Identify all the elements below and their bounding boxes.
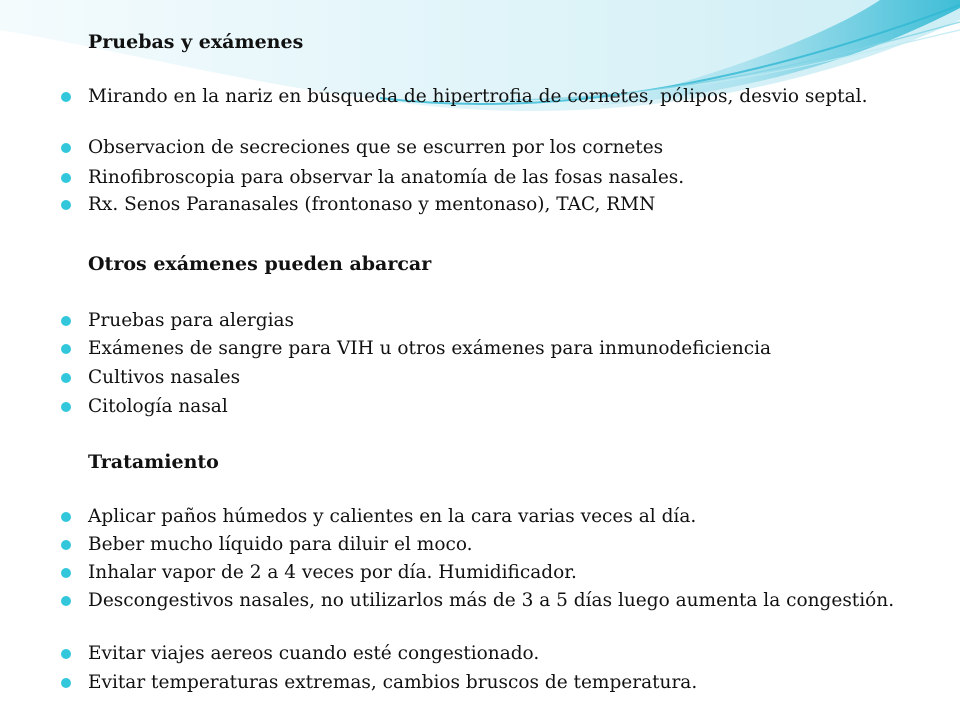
list-item bbox=[88, 591, 898, 611]
item-text: Exámenes de sangre para VIH u otros exámenes para inmunodeficiencia bbox=[88, 338, 772, 359]
item-text: Inhalar vapor de 2 a 4 veces por día. Humidificador. bbox=[88, 562, 577, 583]
item-text: Rinofibroscopia para observar la anatomía de las fosas nasales. bbox=[88, 167, 685, 188]
bullet-dot-icon bbox=[61, 540, 71, 550]
bullet-dot-icon bbox=[61, 173, 71, 183]
bullet-dot-icon bbox=[61, 649, 71, 659]
item-text: Descongestivos nasales, no utilizarlos más de 3 a 5 días luego aumenta la congestión. bbox=[88, 590, 895, 611]
bullet-dot-icon bbox=[61, 568, 71, 578]
item-text: Pruebas para alergias bbox=[88, 310, 295, 331]
list-item bbox=[88, 368, 898, 388]
list-item bbox=[88, 644, 898, 664]
item-text: Evitar viajes aereos cuando esté congestionado. bbox=[88, 643, 540, 664]
bullet-dot-icon bbox=[61, 344, 71, 354]
bullet-dot-icon bbox=[61, 373, 71, 383]
item-text: Evitar temperaturas extremas, cambios bruscos de temperatura. bbox=[88, 672, 698, 693]
list-item bbox=[88, 673, 898, 693]
list-item bbox=[88, 87, 898, 107]
bullet-dot-icon bbox=[61, 402, 71, 412]
item-text: Observacion de secreciones que se escurren por los cornetes bbox=[88, 137, 664, 158]
list-item bbox=[88, 195, 898, 215]
item-text: Cultivos nasales bbox=[88, 367, 241, 388]
bullet-dot-icon bbox=[61, 200, 71, 210]
bullet-dot-icon bbox=[61, 678, 71, 688]
list-item bbox=[88, 535, 898, 555]
item-text: Beber mucho líquido para diluir el moco. bbox=[88, 534, 473, 555]
heading-tratamiento: Tratamiento bbox=[88, 451, 219, 473]
bullet-dot-icon bbox=[61, 316, 71, 326]
list-item bbox=[88, 397, 898, 417]
list-item bbox=[88, 138, 898, 158]
list-item bbox=[88, 311, 898, 331]
list-item bbox=[88, 339, 898, 359]
bullet-dot-icon bbox=[61, 92, 71, 102]
list-item bbox=[88, 507, 898, 527]
item-text: Mirando en la nariz en búsqueda de hipertrofia de cornetes, pólipos, desvio septal. bbox=[88, 86, 868, 107]
bullet-dot-icon bbox=[61, 512, 71, 522]
bullet-dot-icon bbox=[61, 143, 71, 153]
heading-otros-examenes: Otros exámenes pueden abarcar bbox=[88, 253, 432, 275]
list-item bbox=[88, 563, 898, 583]
item-text: Citología nasal bbox=[88, 396, 228, 417]
bullet-dot-icon bbox=[61, 596, 71, 606]
heading-pruebas: Pruebas y exámenes bbox=[88, 31, 304, 53]
list-item bbox=[88, 168, 898, 188]
item-text: Rx. Senos Paranasales (frontonaso y mentonaso), TAC, RMN bbox=[88, 194, 656, 215]
item-text: Aplicar paños húmedos y calientes en la cara varias veces al día. bbox=[88, 506, 697, 527]
